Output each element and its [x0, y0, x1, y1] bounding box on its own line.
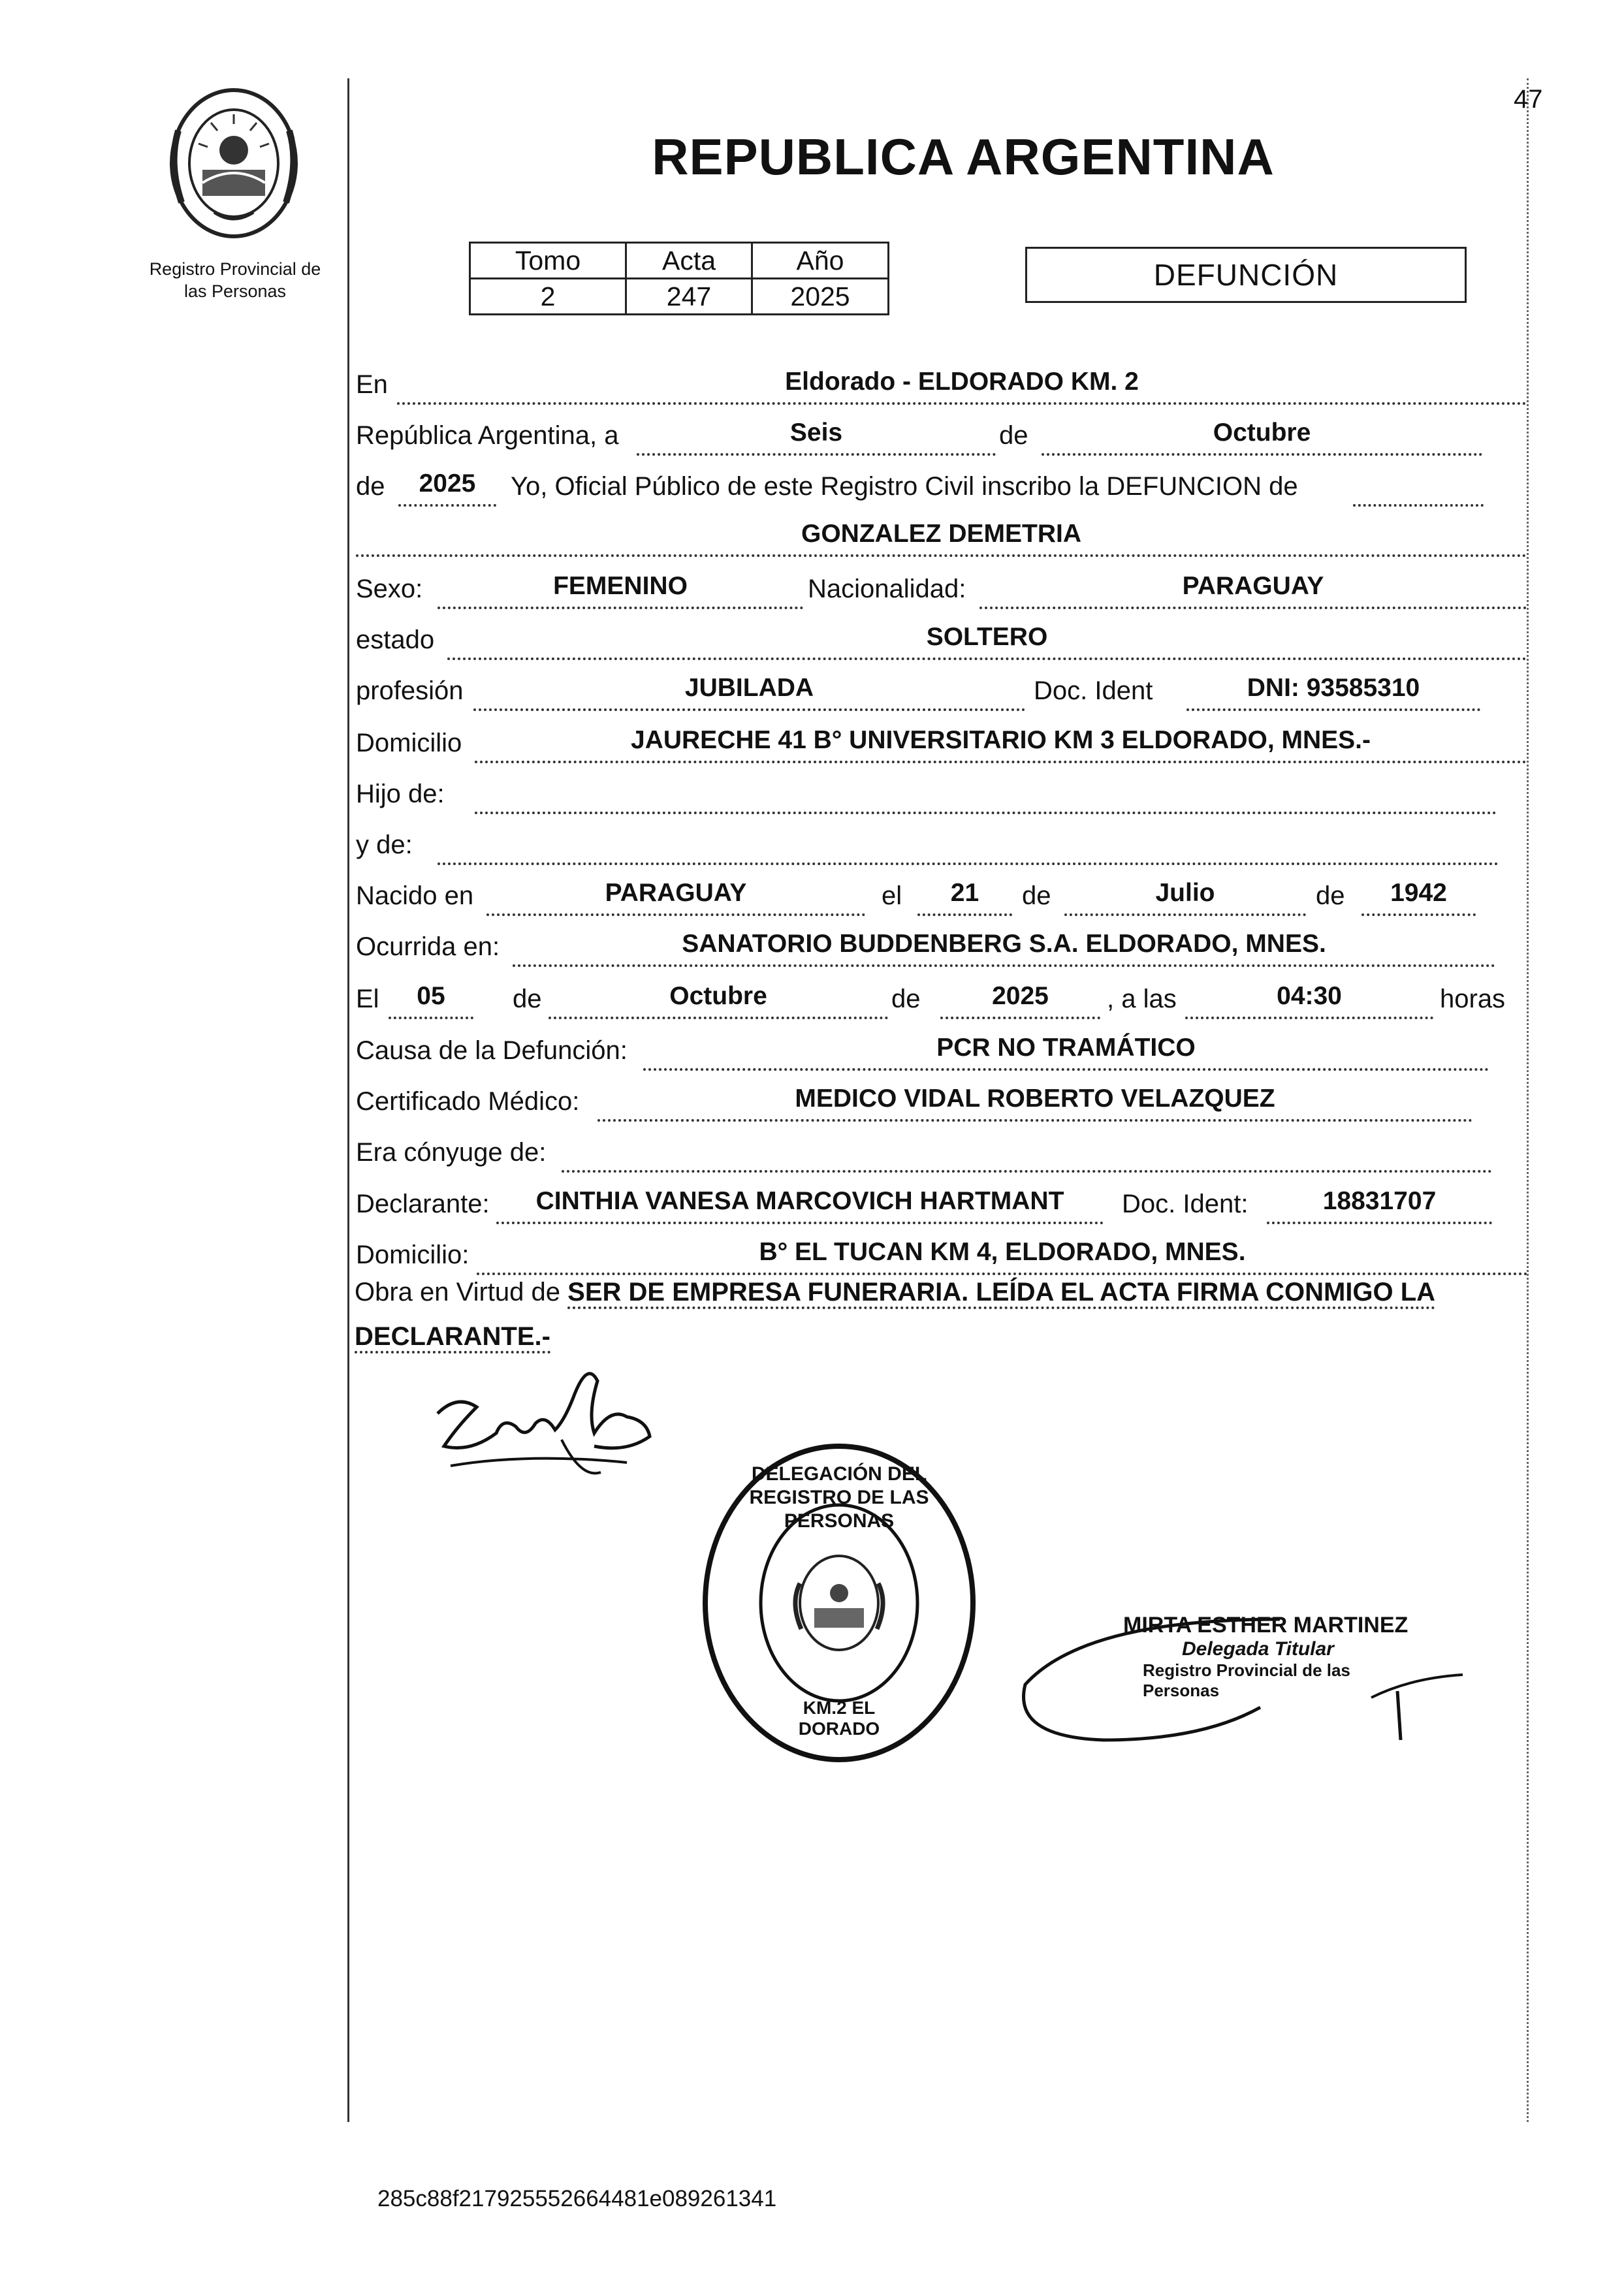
registry-caption — [131, 258, 340, 302]
address-field: JAURECHE 41 B° UNIVERSITARIO KM 3 ELDORADO, MNES.- — [475, 724, 1527, 763]
reference-table — [469, 242, 889, 315]
label-sexo: Sexo: — [356, 575, 423, 603]
tomo-value: 2 — [470, 279, 626, 315]
cause-field: PCR NO TRAMÁTICO — [643, 1032, 1489, 1071]
death-day-field: 05 — [389, 980, 473, 1019]
death-time-field: 04:30 — [1185, 980, 1433, 1019]
obra-paragraph — [355, 1270, 1530, 1359]
official-stamp — [1123, 1613, 1417, 1701]
sex-field: FEMENINO — [438, 570, 803, 609]
label-profesion: profesión — [356, 676, 464, 705]
label-nacido-en: Nacido en — [356, 881, 474, 910]
declarant-doc-field: 18831707 — [1267, 1185, 1492, 1224]
label-horas: horas — [1440, 985, 1506, 1013]
delegation-seal-bottom: KM.2 EL DORADO — [798, 1698, 880, 1739]
declarant-field: CINTHIA VANESA MARCOVICH HARTMANT — [496, 1185, 1104, 1224]
official-role: Delegada Titular — [1182, 1638, 1334, 1660]
nationality-field: PARAGUAY — [979, 570, 1527, 609]
label-republica: República Argentina, a — [356, 421, 619, 450]
label-estado: estado — [356, 625, 435, 654]
label-de-1: de — [999, 421, 1028, 450]
label-ocurrida-en: Ocurrida en: — [356, 932, 500, 961]
label-de-4: de — [1316, 881, 1345, 910]
label-yo-oficial: Yo, Oficial Público de este Registro Civil inscribo la DEFUNCION de — [511, 472, 1298, 501]
place-field: Eldorado - ELDORADO KM. 2 — [397, 366, 1527, 405]
death-place-field: SANATORIO BUDDENBERG S.A. ELDORADO, MNES. — [513, 928, 1495, 967]
label-domicilio: Domicilio — [356, 729, 462, 757]
country-title: REPUBLICA ARGENTINA — [652, 128, 1275, 185]
label-de-3: de — [1022, 881, 1051, 910]
official-org: Registro Provincial de las Personas — [1143, 1660, 1350, 1700]
label-de-5: de — [513, 985, 542, 1013]
label-doc-ident-2: Doc. Ident: — [1122, 1190, 1249, 1218]
label-de-2: de — [356, 472, 385, 501]
document-hash: 285c88f217925552664481e089261341 — [377, 2186, 777, 2211]
left-margin-line — [347, 78, 349, 2122]
label-domicilio-2: Domicilio: — [356, 1241, 470, 1269]
document-field: DNI: 93585310 — [1186, 672, 1480, 711]
label-conyuge: Era cónyuge de: — [356, 1138, 547, 1167]
right-margin-line — [1527, 78, 1529, 2122]
birth-day-field: 21 — [917, 877, 1012, 916]
civil-status-field: SOLTERO — [447, 621, 1527, 660]
registry-caption-line2: las Personas — [183, 281, 287, 301]
province-logo — [155, 85, 312, 242]
death-month-field: Octubre — [549, 980, 888, 1019]
label-obra: Obra en Virtud de — [355, 1278, 561, 1306]
spouse-field — [562, 1133, 1492, 1173]
birth-month-field: Julio — [1064, 877, 1306, 916]
birth-place-field: PARAGUAY — [486, 877, 865, 916]
mother-field — [438, 826, 1499, 865]
father-field — [475, 775, 1497, 814]
acta-value: 247 — [626, 279, 752, 315]
label-en: En — [356, 370, 388, 399]
profession-field: JUBILADA — [473, 672, 1025, 711]
acta-header: Acta — [626, 243, 752, 279]
obra-text: SER DE EMPRESA FUNERARIA. LEÍDA EL ACTA FIRMA CONMIGO LA DECLARANTE.- — [355, 1278, 1435, 1353]
label-certificado: Certificado Médico: — [356, 1087, 580, 1116]
declarant-address-field: B° EL TUCAN KM 4, ELDORADO, MNES. — [477, 1236, 1528, 1275]
deceased-name-field: GONZALEZ DEMETRIA — [356, 518, 1527, 557]
label-el: El — [356, 985, 379, 1013]
anio-value: 2025 — [752, 279, 889, 315]
death-year-field: 2025 — [940, 980, 1100, 1019]
label-causa: Causa de la Defunción: — [356, 1036, 628, 1065]
delegation-seal-text: DELEGACIÓN DEL REGISTRO DE LAS PERSONAS — [749, 1463, 929, 1532]
label-y-de: y de: — [356, 831, 413, 859]
tomo-header: Tomo — [470, 243, 626, 279]
declarant-signature — [431, 1355, 666, 1485]
label-el-lower: el — [882, 881, 902, 910]
official-name: MIRTA ESTHER MARTINEZ — [1123, 1613, 1409, 1638]
certificate-field: MEDICO VIDAL ROBERTO VELAZQUEZ — [597, 1083, 1473, 1122]
label-de-6: de — [891, 985, 921, 1013]
label-hijo-de: Hijo de: — [356, 780, 445, 808]
registry-caption-line1: Registro Provincial de — [149, 259, 321, 279]
day-word-field: Seis — [637, 417, 996, 456]
birth-year-field: 1942 — [1361, 877, 1476, 916]
label-doc-ident: Doc. Ident — [1034, 676, 1153, 705]
label-nacionalidad: Nacionalidad: — [808, 575, 966, 603]
page-number: 47 — [1514, 85, 1543, 114]
trailing-fill-1 — [1353, 467, 1484, 507]
document-type-box: DEFUNCIÓN — [1025, 247, 1467, 303]
delegation-seal — [695, 1436, 983, 1769]
month-field: Octubre — [1042, 417, 1482, 456]
label-a-las: , a las — [1107, 985, 1177, 1013]
anio-header: Año — [752, 243, 889, 279]
label-declarante: Declarante: — [356, 1190, 490, 1218]
year-field: 2025 — [398, 467, 496, 507]
